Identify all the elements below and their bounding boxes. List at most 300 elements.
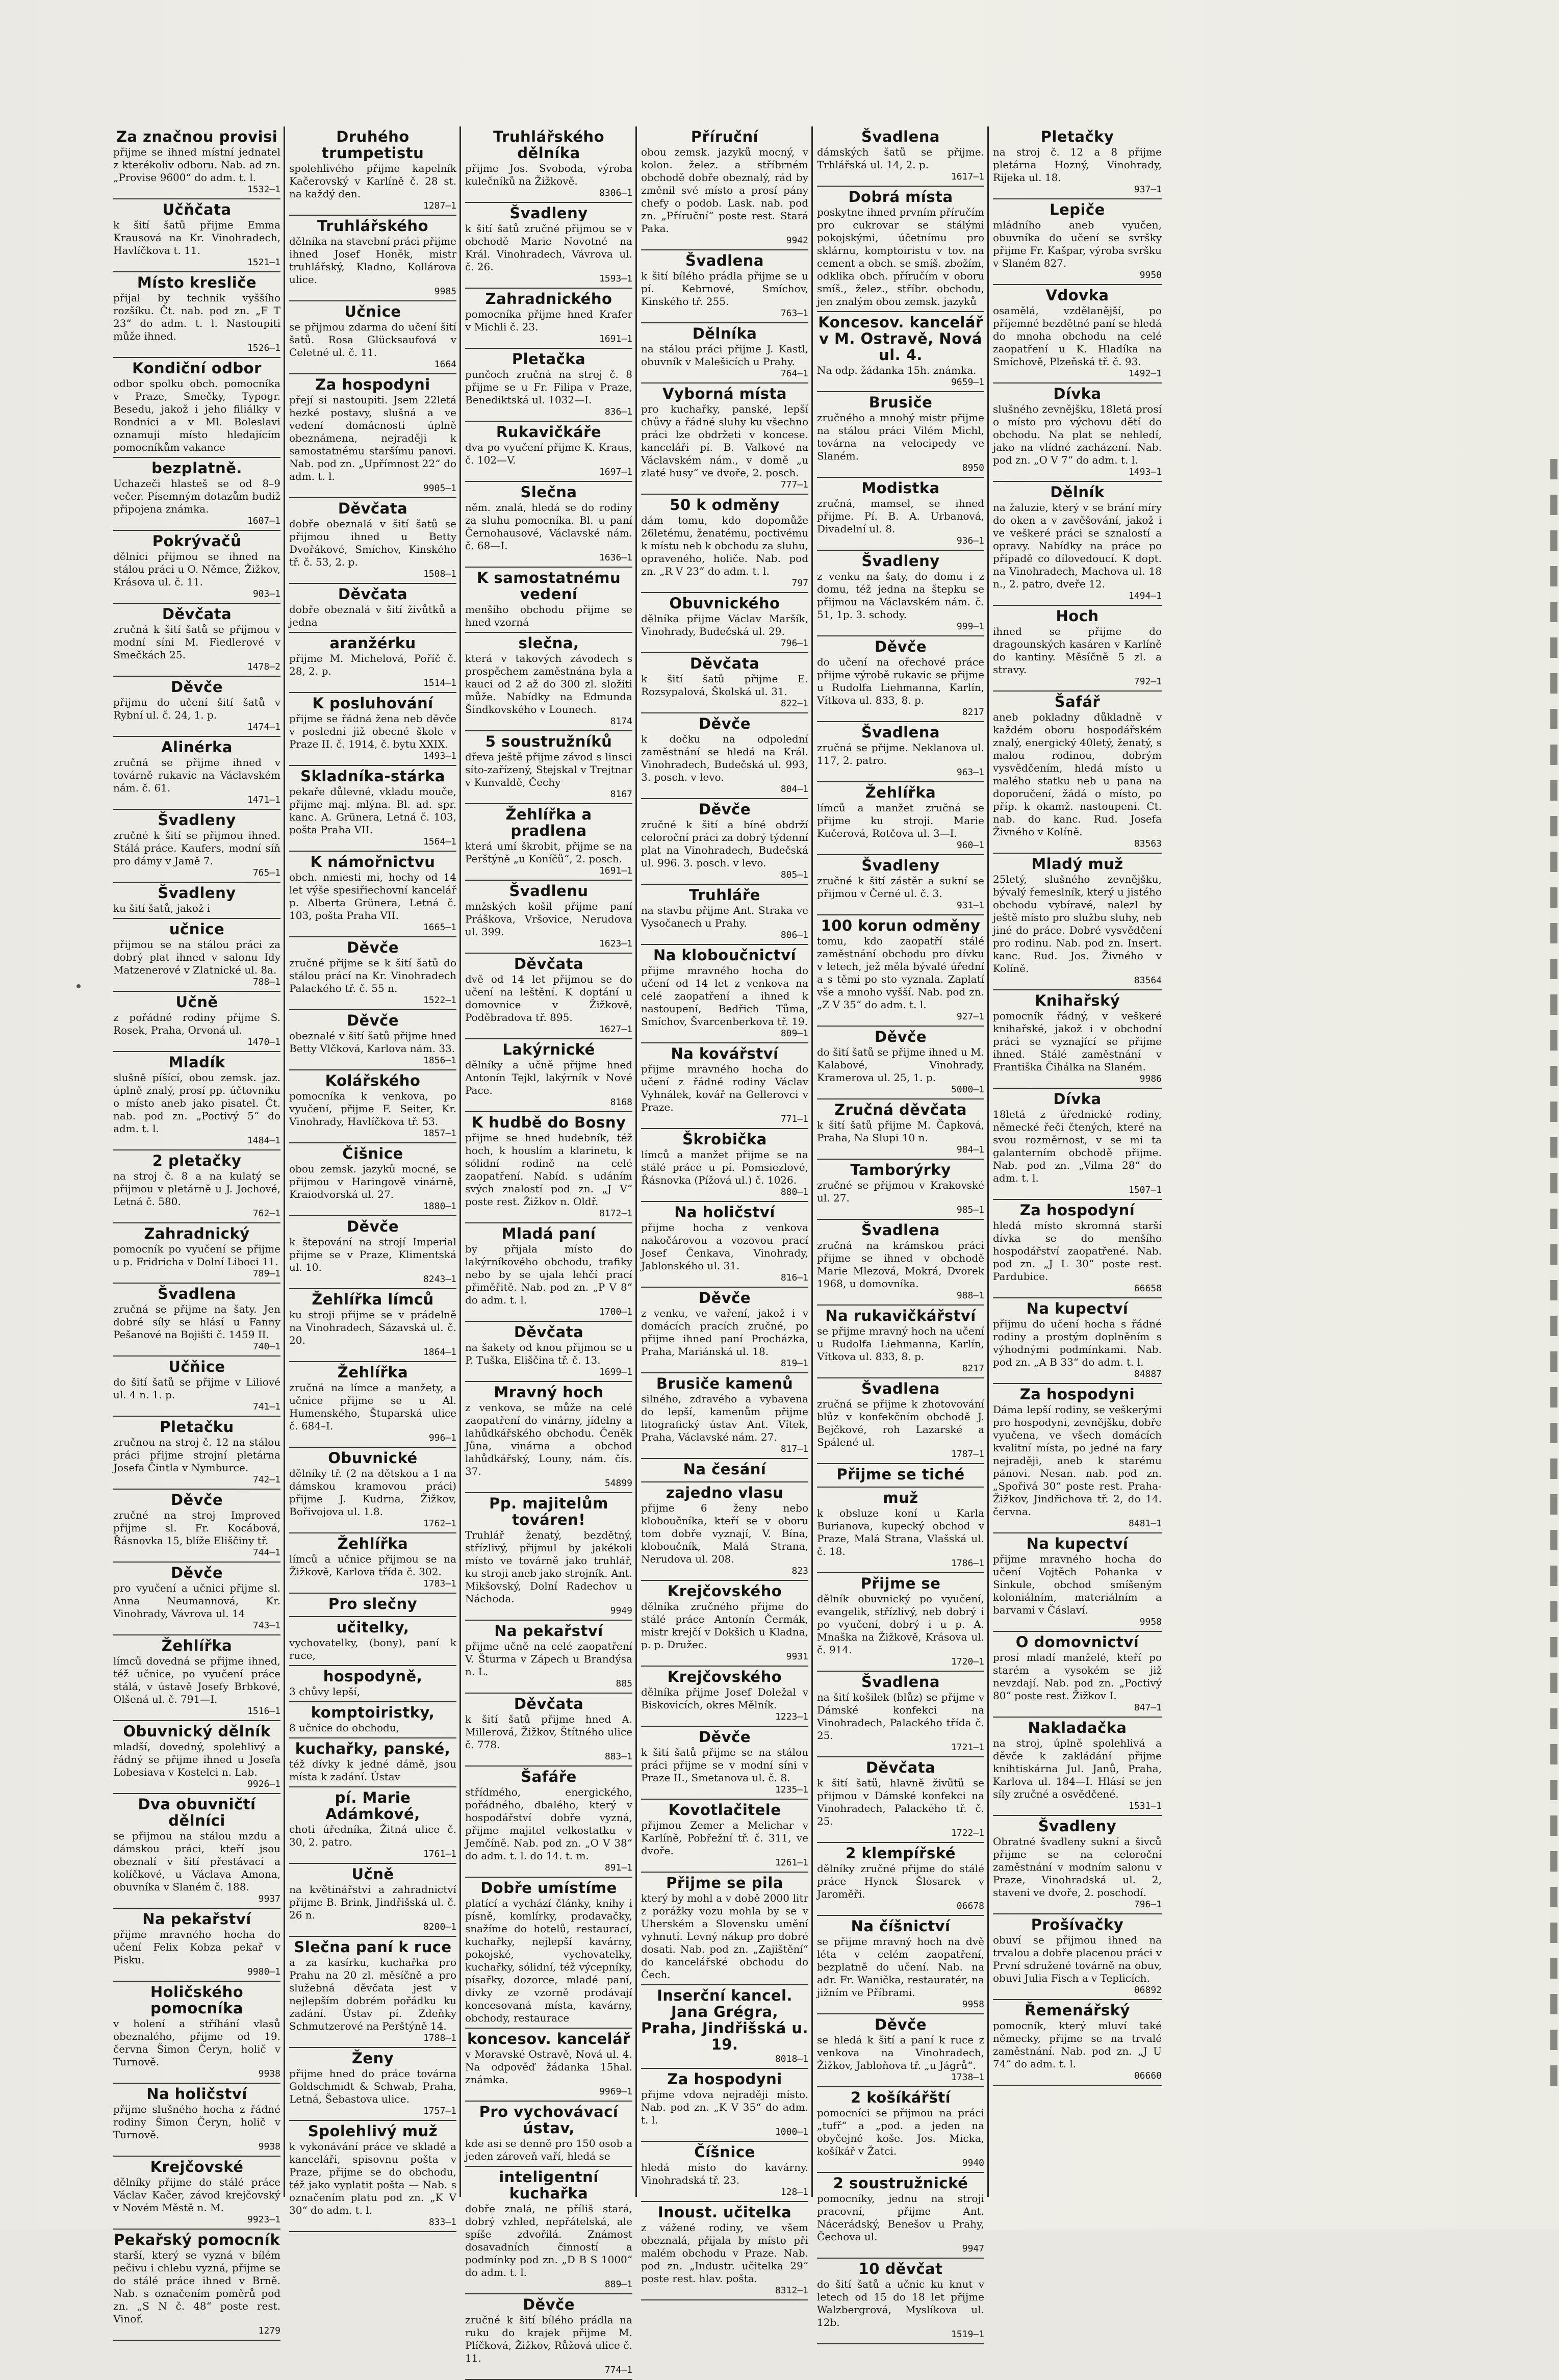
classified-ad [465,2102,632,2167]
ad-body: zručná se přijme k zhotovování blůz v konfekčním obchodě J. Bejčkové, roh Lazarské a Spálené ul. [817,1398,984,1448]
classified-ad [817,1757,984,1843]
ad-heading: Na pekařství [142,1910,251,1928]
ad-body: na stroj, úplně spolehlivá a děvče k zakládání přijme knihtiskárna Jul. Janů, Praha, Karlova ul. 184—I. Hlásí se jen síly zručné a osvědčené. [993,1737,1162,1800]
ad-heading: Na kupectví [1026,1300,1129,1317]
ad-reference-number: 1522—1 [423,995,456,1006]
ad-body: zručná na límce a manžety, a učnice přijme se u Al. Humenského, Štuparská ulice č. 684–I. [289,1381,456,1432]
classified-ad [289,216,456,301]
classified-ad [465,633,632,731]
classified-ad [993,692,1162,854]
ad-body: k šití šatů přijme hned A. Millerová, Žižkov, Štítného ulice č. 778. [465,1713,632,1751]
ad-reference-number: 9969—1 [599,2086,632,2097]
ad-reference-number: 8167 [610,789,632,800]
ad-heading: Na kovářství [671,1045,779,1062]
ad-reference-number: 54899 [604,1478,632,1489]
ad-body: by přijala místo do lakýrníkového obchodu, trafiky nebo by se ujala lehčí prací přiměřitě. Nab. pod zn. „P V 8“ do adm. t. l. [465,1243,632,1306]
ad-heading: Dva obuvničtí dělníci [138,1796,256,1829]
ad-body: zručného a mnohý mistr přijme na stálou práci Vilém Michl, továrna na velocipedy ve Slaném. [817,412,984,462]
ad-heading: K hudbě do Bosny [471,1114,626,1131]
classified-ad [641,1873,808,1985]
ad-heading: 5 soustružníků [485,733,612,750]
ad-body: límců a učnice přijmou se na Žižkově, Karlova třída č. 302. [289,1553,456,1578]
ad-body: na stroj č. 8 a na kulatý se přijmou v pletárně u J. Jochové, Letná č. 580. [113,1170,280,1208]
classified-ad [993,1914,1162,2000]
ad-body: z venkova, se může na celé zaopatření do vinárny, jídelny a lahůdkářského obchodu. Čeněk Jůna, vinárna a obchod lahůdkářský, Louny, nám. čís. 37. [465,1401,632,1477]
classified-ad [817,1488,984,1573]
ad-reference-number: 83564 [1134,975,1162,986]
ad-body: obch. nmiesti mi, hochy od 14 let výše spesiřiechovní kancelář p. Alberta Grünera, Letná č. 103, pošta Praha VII. [289,871,456,922]
ad-reference-number: 1279 [258,2325,280,2336]
ad-heading: koncesov. kancelář [467,2030,630,2048]
ad-heading: Pekařský pomocník [113,2231,280,2248]
ad-body: z venku na šaty, do domu i z domu, též jedna na štepku se přijmou na Václavském nám. č. 51, 1p. 3. schody. [817,570,984,621]
ad-reference-number: 836—1 [604,406,632,417]
ad-reference-number: 9940 [962,2158,984,2168]
ad-body: k šití šatů přijme E. Rozsypalová, Školská ul. 31. [641,673,808,698]
classified-ad [289,1070,456,1143]
classified-ad [465,1878,632,2029]
ad-reference-number: 1261—1 [775,1857,808,1868]
ad-heading: Žehlířka a pradlena [505,806,592,839]
ad-reference-number: 903—1 [252,588,280,599]
ad-heading: Mladík [168,1054,225,1071]
ad-reference-number: 822—1 [780,698,808,709]
classified-ad [993,1200,1162,1298]
ad-heading: Děvče [346,1218,399,1235]
ad-body: střídmého, energického, pořádného, dbalého, který v hospodářství dobře vyzná, přijme majitel velkostatku v Jemčíně. Nab. pod zn. „O V 38“ do adm. t. l. do 14. t. m. [465,1786,632,1862]
ad-body: mnžských košil přijme paní Práškova, Vršovice, Nerudova ul. 399. [465,900,632,938]
ad-heading: muž [883,1489,918,1506]
ad-body: přijme Jos. Svoboda, výroba kulečníků na Žižkově. [465,162,632,187]
ad-body: přijmu do učení hocha s řádné rodiny a prostým doplněním s výhodnými podmínkami. Nab. pod zn. „A B 33“ do adm. t. l. [993,1318,1162,1368]
ad-heading: Tamborýrky [850,1161,951,1179]
ad-heading: Švadlena [861,1673,940,1691]
classified-ad [289,1702,456,1738]
ad-heading: Děvče [698,1728,751,1746]
ad-body: slušně píšící, obou zemsk. jaz. úplně znalý, prosí pp. účtovníku o místo aneb jako pisatel. Čt. nab. pod zn. „Poctivý 5“ do adm. t. l. [113,1071,280,1135]
ad-reference-number: 792—1 [1134,676,1162,687]
ad-reference-number: 777—1 [780,479,808,490]
classified-ad [641,323,808,383]
ad-reference-number: 66658 [1134,1283,1162,1294]
ad-body: dělníky přijme do stálé práce Václav Kačer, závod krejčovský v Novém Městě n. M. [113,2176,280,2214]
ad-body: obuví se přijmou ihned na trvalou a dobře placenou práci v První sdružené továrně na obuv, obuvi Julia Fisch a v Teplicích. [993,1934,1162,1984]
ad-heading: Učnice [344,303,401,320]
ad-heading: Za hospodyni [1019,1386,1135,1403]
classified-ad [289,693,456,766]
ad-body: se přijme mravný hoch na dvě léta v celém zaopatření, bezplatně do učení. Nab. na adr. Fr. Wanička, restauratér, na jižním ve Příbrami. [817,1935,984,1999]
classified-ad [113,1223,280,1284]
ad-reference-number: 1857—1 [423,1128,456,1139]
ad-reference-number: 1508—1 [423,569,456,579]
ad-body: z vážené rodiny, ve všem obeznalá, přijala by místo při malém obchodu v Praze. Nab. pod zn. „Industr. učitelka 29“ poste rest. hlav. pošta. [641,2221,808,2285]
classified-ad [641,126,808,250]
ad-heading: učnice [169,920,225,938]
ad-reference-number: 1699—1 [599,1367,632,1377]
ad-heading: Děvčata [514,1695,584,1712]
ad-heading: Zručná děvčata [834,1101,967,1118]
ad-reference-number: 1757—1 [423,2106,456,2116]
ad-heading: Nakladačka [1028,1719,1127,1736]
ad-heading: Na holičství [146,2085,247,2103]
ad-reference-number: 9905—1 [423,483,456,494]
ad-body: přijme hned do práce továrna Goldschmidt & Schwab, Praha, Letná, Šebastova ulice. [289,2067,456,2105]
ad-reference-number: 1617—1 [951,171,984,182]
ad-reference-number: 1762—1 [423,1518,456,1529]
classified-ad [993,285,1162,383]
ad-body: obeznalé v šití šatů přijme hned Betty Vlčková, Karlova nám. 33. [289,1030,456,1055]
classified-ad [817,2259,984,2344]
ad-body: přejí si nastoupiti. Jsem 22letá hezké postavy, slušná a ve vedení domácnosti úplně obeznámena, nejraději k samostatnému staršímu panovi. Nab. pod zn. „Upřímnost 22“ do adm. t. l. [289,394,456,482]
ad-reference-number: 1761—1 [423,1849,456,1859]
classified-ad [289,584,456,633]
ad-reference-number: 9938 [258,2141,280,2152]
ad-reference-number: 9931 [786,1651,808,1662]
ad-body: vychovatelky, (bony), paní k ruce, [289,1636,456,1661]
ad-reference-number: 1691—1 [599,334,632,344]
ad-heading: Děvčata [514,955,584,973]
ad-body: přijmou se na stálou práci za dobrý plat ihned v salonu Idy Matzenerové v Zlatnické ul. 8a. [113,938,280,976]
ad-heading: Krejčovského [667,1582,782,1600]
ad-reference-number: 9942 [786,235,808,246]
classified-ad [289,374,456,498]
ad-body: zručná, mamsel, se ihned přijme. Pí. B. A. Urbanová, Divadelní ul. 8. [817,497,984,535]
classified-ad [465,2029,632,2102]
ad-reference-number: 805—1 [780,869,808,880]
classified-ad [817,636,984,722]
ad-heading: kuchařky, panské, [295,1740,451,1757]
ad-reference-number: 985—1 [956,1205,984,1215]
ad-heading: 2 klempířské [846,1845,956,1862]
classified-ad [465,1767,632,1878]
ad-heading: Pletačky [1040,128,1114,145]
ad-heading: Švadlena [861,128,940,145]
ad-heading: komptoiristky, [311,1704,435,1721]
classified-ad [113,992,280,1052]
classified-ad [641,1373,808,1459]
ad-heading: Žehlířka [161,1637,233,1654]
ad-heading: Pp. majitelům továren! [489,1495,608,1528]
ad-heading: Děvče [522,2296,575,2313]
ad-reference-number: 1526—1 [247,343,280,353]
ad-heading: Děvče [170,1491,223,1508]
ad-reference-number: 84887 [1134,1369,1162,1379]
ad-reference-number: 763—1 [780,308,808,319]
classified-ad [465,2294,632,2380]
ad-body: dělníky a učně přijme hned Antonín Tejkl, lakýrník v Nové Pace. [465,1059,632,1096]
ad-reference-number: 1532—1 [247,184,280,195]
classified-ad [993,1816,1162,1914]
ad-heading: Inoust. učitelka [657,2204,792,2221]
ad-heading: Švadleny [1038,1818,1117,1835]
ad-body: přijme učně na celé zaopatření V. Šturma v Zápech u Brandýsa n. L. [465,1640,632,1678]
ad-reference-number: 9958 [1139,1617,1162,1627]
ad-reference-number: 06678 [956,1901,984,1911]
ad-reference-number: 9923—1 [247,2214,280,2225]
ad-heading: Hoch [1056,607,1099,625]
ad-heading: Místo kresliče [137,274,257,291]
ad-reference-number: 883—1 [604,1751,632,1762]
ad-body: dělníci přijmou se ihned na stálou práci u O. Němce, Žižkov, Krásova ul. č. 11. [113,550,280,588]
ad-heading: 2 pletačky [152,1152,242,1169]
ad-reference-number: 1627—1 [599,1024,632,1035]
ad-heading: 2 soustružnické [833,2174,968,2192]
ad-heading: pí. Marie Adámkové, [325,1789,420,1823]
ad-reference-number: 8200—1 [423,1922,456,1932]
ad-reference-number: 833—1 [428,2217,456,2228]
ad-reference-number: 806—1 [780,930,808,940]
classified-ad [289,498,456,584]
classified-ad [289,1864,456,1937]
ad-heading: Žehlířka [865,784,936,801]
ad-body: k šití šatů zručné přijmou se v obchodě Marie Novotné na Král. Vinohradech, Vávrova ul. č. 26. [465,222,632,273]
classified-ad [465,1322,632,1382]
ad-reference-number: 741—1 [252,1401,280,1412]
ad-reference-number: 1720—1 [951,1656,984,1667]
ad-reference-number: 1787—1 [951,1449,984,1460]
ad-heading: aranžérku [329,634,416,652]
ad-reference-number: 1287—1 [423,200,456,211]
ad-body: přijme se hned hudebník, též hoch, k houslím a klarinetu, k sólidní rodině na celé zaopatření. Nabíd. s udáním svých znalostí pod zn. „J V“ poste rest. Žižkov n. Oldř. [465,1132,632,1208]
ad-heading: Slečna paní k ruce [294,1938,452,1956]
ad-heading: Děvče [874,2016,927,2033]
ad-heading: 10 děvčat [858,2260,943,2277]
ad-reference-number: 8172—1 [599,1208,632,1219]
ad-heading: Švadlena [158,1285,236,1302]
ad-body: dělník obuvnický po vyučení, evangelik, střízlivý, neb dobrý i po vyučení, dobrý i u p. A. Mnaška na Žižkově, Krásova ul. č. 914. [817,1593,984,1656]
ad-body: k šití šatů přijme se na stálou práci přijme se v modní síni v Praze II., Smetanova ul. č. 8. [641,1746,808,1784]
classified-ad [113,1052,280,1150]
ad-body: pomocníka k venkova, po vyučení, přijme F. Seiter, Kr. Vinohrady, Havlíčkova tř. 53. [289,1090,456,1128]
ad-reference-number: 963—1 [956,767,984,778]
ad-reference-number: 8243—1 [423,1274,456,1285]
ad-reference-number: 889—1 [604,2279,632,2290]
ad-body: pomocníci se přijmou na práci „tufř“ a „pod. a jeden na obyčejné koše. Jos. Micka, košíkář v Žatci. [817,2107,984,2157]
ad-body: se hledá k šití a paní k ruce z venkova na Vinohradech, Žižkov, Jabloňova tř. „u Jágrů“. [817,2034,984,2071]
classified-ad [113,810,280,883]
ad-reference-number: 83563 [1134,838,1162,849]
classified-ad [817,2014,984,2087]
ad-heading: Mravný hoch [494,1384,604,1401]
classified-ad [113,737,280,810]
classified-ad [113,1635,280,1721]
ad-heading: Brusiče kamenů [656,1375,794,1392]
ad-reference-number: 1474—1 [247,722,280,732]
ad-body: dělníka zručného přijme do stálé práce Antonín Čermák, mistr krejčí v Dokšich u Kladna, p. p. Družec. [641,1600,808,1651]
ad-heading: Dobře umístíme [480,1879,617,1897]
classified-ad [465,1112,632,1223]
ad-body: do učení na ořechové práce přijme výrobě rukavic se přijme u Rudolfa Liehmanna, Karlín, Vítkova ul. 833, 8. p. [817,656,984,706]
ad-body: dám tomu, kdo dopomůže 26letému, ženatému, poctivému k místu neb k obchodu za sluhu, opraveného, holiče. Nab. pod zn. „R V 23“ do adm. t. l. [641,514,808,577]
ad-reference-number: 9926—1 [247,1779,280,1789]
ad-heading: Lakýrnické [502,1041,595,1058]
classified-ad [817,1843,984,1916]
classified-ad [113,358,280,458]
ad-heading: Děvče [874,638,927,655]
ad-heading: Děvče [698,715,751,732]
ad-reference-number: 9958 [962,1999,984,2010]
ad-heading: Truhlářského dělníka [493,128,604,162]
ad-body: zručné přijme se k šití šatů do stálou prácí na Kr. Vinohradech Palackého tř. č. 55 n. [289,957,456,994]
ad-heading: Alinérka [161,738,233,756]
classified-ad [113,272,280,358]
ad-heading: zajedno vlasu [666,1484,784,1501]
ad-heading: Kolářského [325,1072,421,1089]
classified-ad [289,301,456,374]
ad-heading: Pokrývačů [152,532,242,550]
ad-heading: Na česání [683,1461,766,1478]
classified-ad [113,2084,280,2157]
ad-reference-number: 1564—1 [423,836,456,847]
ad-reference-number: 1516—1 [247,1706,280,1717]
classified-ad [817,1916,984,2014]
classified-ad [289,1937,456,2048]
ad-reference-number: 9980—1 [247,1966,280,1977]
classified-ad [817,915,984,1027]
classified-column [289,126,461,2228]
ad-heading: Na číšnictví [851,1917,951,1935]
ad-body: na stroj č. 12 a 8 přijme pletárna Hozný, Vinohrady, Rijeka ul. 18. [993,146,1162,184]
ad-reference-number: 8168 [610,1097,632,1108]
ad-body: přijme 6 ženy nebo kloboučníka, kteří se v oboru tom dobře vyznají, V. Bína, kloboučník, Malá Strana, Nerudova ul. 208. [641,1502,808,1565]
classified-ad [641,593,808,653]
ad-reference-number: 1492—1 [1128,368,1162,379]
classified-ad [113,1982,280,2084]
ad-body: přijme M. Michelová, Poříč č. 28, 2. p. [289,652,456,677]
ad-heading: Brusiče [868,394,933,411]
classified-ad [289,2121,456,2232]
ad-body: límců a manžet přijme se na stálé práce u pí. Pomsiezlové, Řásnovka (Pížová ul.) č. 1026. [641,1148,808,1186]
ad-heading: K námořnictvu [310,853,436,871]
ad-reference-number: 819—1 [780,1358,808,1369]
ad-body: Truhlář ženatý, bezdětný, střízlivý, přijmul by jakékoli místo ve továrně jako truhlář, ku stroji aneb jako strojník. Ant. Mikšovský, Dolní Radechov u Náchoda. [465,1529,632,1605]
ad-heading: Zahradnického [485,290,612,308]
ad-reference-number: 823 [791,1566,808,1576]
ad-body: dělníka na stavební práci přijme ihned Josef Honěk, mistr truhlářský, Kladno, Kollárova ulice. [289,235,456,286]
ad-heading: Čišnice [342,1145,403,1162]
ad-reference-number: 1783—1 [423,1578,456,1589]
classified-ad [289,1594,456,1617]
ad-body: pekaře důlevné, vkladu mouče, přijme maj. mlýna. Bl. ad. spr. kanc. A. Grünera, Letná č. 103, pošta Praha VII. [289,785,456,836]
ad-body: přijmou Zemer a Melichar v Karlíně, Pobřežní tř. č. 311, ve dvoře. [641,1819,808,1857]
classified-ad [113,458,280,531]
ad-heading: Děvče [170,678,223,696]
classified-ad [289,852,456,937]
classified-ad [289,633,456,693]
classified-ad [817,1464,984,1488]
ad-reference-number: 816—1 [780,1272,808,1283]
classified-ad [113,126,280,199]
ad-body: k šití šatů, hlavně živůtů se přijmou v Dámské konfekci na Vinohradech, Palackého tř. č. 25. [817,1777,984,1827]
ad-reference-number: 06660 [1134,2070,1162,2081]
ad-reference-number: 9938 [258,2068,280,2079]
ad-body: silného, zdravého a vybavena do lepší, kamenům přijme litografický ústav Ant. Vítek, Praha, Václavské nám. 27. [641,1393,808,1443]
ad-reference-number: 984—1 [956,1144,984,1155]
classified-ad [817,722,984,782]
ad-reference-number: 788—1 [252,977,280,987]
classified-ad [289,1143,456,1216]
ad-reference-number: 1691—1 [599,865,632,876]
ad-reference-number: 1786—1 [951,1558,984,1569]
ad-heading: Vdovka [1045,287,1109,304]
ink-spot [76,984,81,988]
ad-heading: Dobrá místa [848,188,953,206]
ad-reference-number: 9949 [610,1605,632,1616]
ad-body: který by mohl a v době 2000 litr z porážky vozu mohla by se v Uherském a Slovensku umění vyhnutí. Levný nákup pro dobré dosati. Nab. pod zn. „Zajištění“ do kancelářské obchodu do Čech. [641,1892,808,1981]
classified-ad [113,1357,280,1417]
ad-heading: Šafář [1054,693,1101,710]
ad-reference-number: 9659—1 [951,377,984,388]
ad-reference-number: 1493—1 [1128,467,1162,477]
ad-heading: Truhláře [689,886,760,904]
classified-ad [113,1150,280,1223]
classified-ad [641,1482,808,1581]
ad-reference-number: 9937 [258,1893,280,1904]
ad-body: která umí škrobit, přijme se na Perštýně „u Koníčů“, 2. posch. [465,840,632,865]
ad-reference-number: 1623—1 [599,938,632,949]
ad-heading: Mladý muž [1031,855,1123,873]
ad-reference-number: 1514—1 [423,678,456,688]
classified-ad [817,855,984,915]
classified-ad [993,2000,1162,2086]
ad-heading: Obuvnický dělník [123,1723,271,1740]
ad-reference-number: 8950 [962,463,984,473]
classified-columns [113,126,1519,2375]
classified-ad [289,1617,456,1666]
ad-body: choti úředníka, Žitná ulice č. 30, 2. patro. [289,1823,456,1848]
ad-reference-number: 999—1 [956,621,984,632]
ad-body: Na odp. žádanka 15h. známka. [817,364,977,376]
ad-body: zručné se přijmou v Krakovské ul. 27. [817,1179,984,1204]
ad-reference-number: 742—1 [252,1474,280,1485]
ad-body: pomocník, který mluví také německy, přijme se na trvalé zaměstnání. Nab. pod zn. „J U 74“ do adm. t. l. [993,2019,1162,2070]
ad-heading: Modistka [861,479,940,497]
ad-reference-number: 8217 [962,707,984,718]
ad-heading: Obuvnické [328,1449,418,1467]
ad-heading: slečna, [518,634,579,652]
ad-body: zručná se přijme. Neklanova ul. 117, 2. patro. [817,741,984,766]
classified-ad [289,766,456,852]
ad-body: hledá místo do kavárny. Vinohradská tř. 23. [641,2161,808,2186]
ad-body: 3 chůvy lepší, [289,1685,361,1698]
ad-reference-number: 804—1 [780,784,808,795]
classified-ad [289,937,456,1010]
ad-reference-number: 9950 [1139,270,1162,280]
ad-reference-number: 891—1 [604,1862,632,1873]
ad-reference-number: 988—1 [956,1290,984,1301]
classified-ad [289,1010,456,1070]
ad-heading: Děvčata [689,655,760,672]
ad-heading: Krejčovské [150,2158,244,2176]
ad-body: pomocníky, jednu na stroji pracovní, přijme Ant. Nácerádský, Benešov u Prahy, Čechova ul. [817,2192,984,2243]
ad-body: v holení a stříhání vlasů obeznalého, přijme od 19. června Šimon Čeryn, holič v Turnově. [113,2017,280,2068]
classified-ad [641,495,808,593]
ad-heading: Děvčata [338,500,408,517]
classified-ad [817,478,984,551]
classified-ad [817,1160,984,1220]
ad-heading: Knihařský [1034,992,1120,1009]
ad-body: přijme mravného hocha do učení Vojtěch Pohanka v Sinkule, obchod smíšeným koloniálním, materiálním a barvami v Čáslaví. [993,1553,1162,1616]
ad-body: a za kasírku, kuchařka pro Prahu na 20 zl. měsíčně a pro služebná děvčata jest v nejlepším dobrém pořádku ku zadání. Ústav pí. Zdeňky Schmutzerové na Perštýně 14. [289,1956,456,2032]
ad-heading: Dívka [1053,1090,1102,1108]
ad-heading: 2 košíkářští [850,2089,951,2106]
ad-body: zručná k šití šatů se přijmou v modní síni M. Fiedlerové v Smečkách 25. [113,623,280,661]
classified-ad [641,1581,808,1667]
ad-body: zručná se přijme na šaty. Jen dobré síly se hlásí u Fanny Pešanové na Bojišti č. 1459 II. [113,1303,280,1341]
classified-ad [289,1533,456,1594]
classified-ad [993,990,1162,1089]
classified-ad [817,392,984,478]
